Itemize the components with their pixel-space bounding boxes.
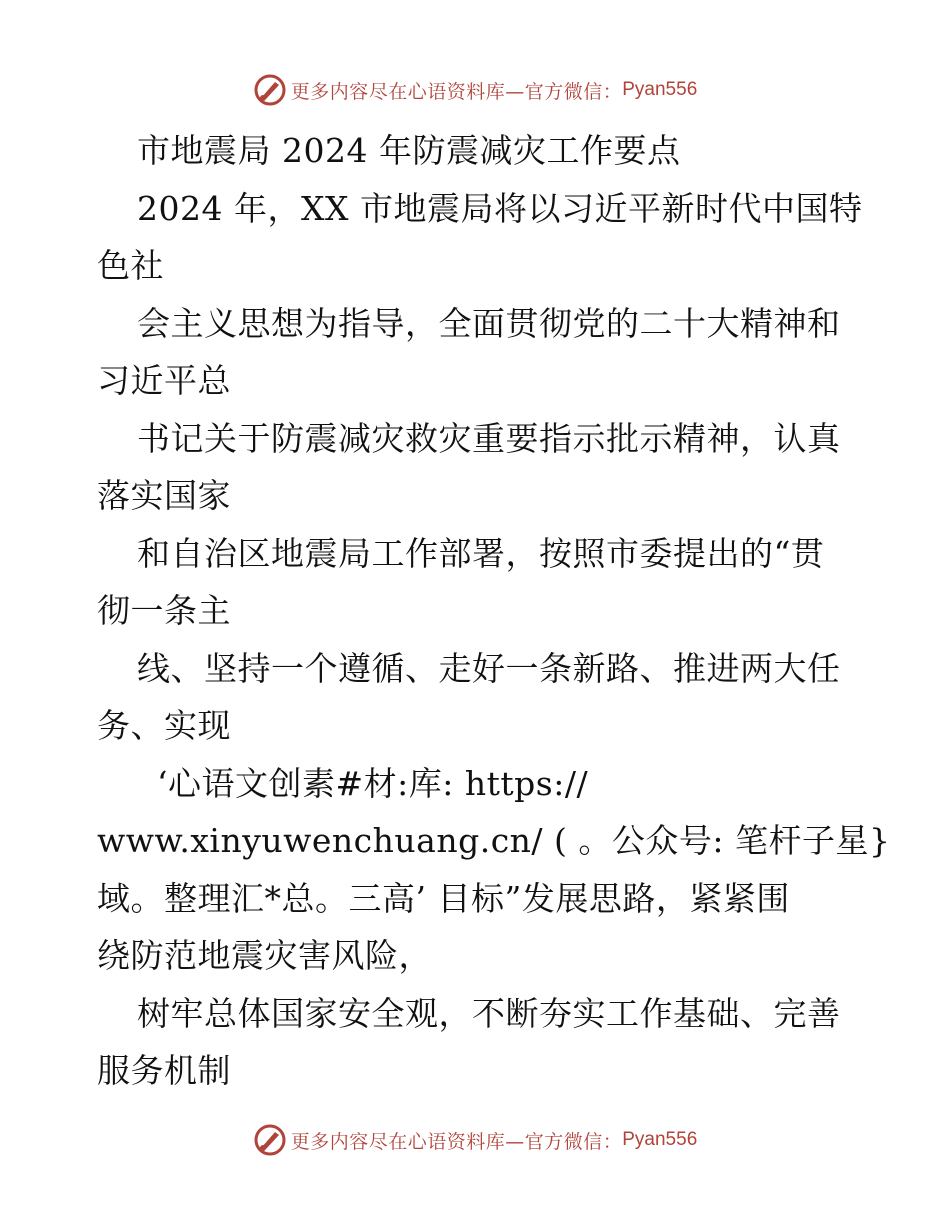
document-line: www.xinyuwenchuang.cn/ ( 。公众号: 笔杆子星} [97,821,891,860]
document-line: 线、坚持一个遵循、走好一条新路、推进两大任 [137,648,841,688]
banner-wechat-id: Pyan556 [622,79,698,100]
document-line: 和自治区地震局工作部署，按照市委提出的“贯 [137,533,825,573]
document-line: 习近平总 [97,361,231,400]
document-line: 服务机制 [97,1051,231,1090]
document-line: 书记关于防震减灾救灾重要指示批示精神，认真 [137,418,841,458]
document-line: 色社 [97,246,164,285]
document-line: 绕防范地震灾害风险， [97,936,432,975]
document-line: 市地震局 2024 年防震减灾工作要点 [137,131,681,170]
banner-wechat-id: Pyan556 [622,1129,698,1150]
document-line: 彻一条主 [97,591,231,630]
header-watermark-banner [0,70,950,110]
document-line: 域。整理汇*总。三高’ 目标”发展思路，紧紧围 [97,878,790,918]
document-line: 2024 年，XX 市地震局将以习近平新时代中国特 [137,188,863,228]
banner-text: 更多内容尽在心语资料库—官方微信： [290,80,623,103]
brush-logo-icon [253,1123,287,1157]
document-line: ‘心语文创素#材:库: https:// [157,763,589,803]
banner-text: 更多内容尽在心语资料库—官方微信： [290,1130,623,1153]
document-line: 落实国家 [97,476,231,515]
document-body [97,122,891,1100]
document-line: 会主义思想为指导，全面贯彻党的二十大精神和 [137,303,841,343]
footer-watermark-banner [0,1120,950,1160]
brush-logo-icon [253,73,287,107]
document-line: 务、实现 [97,706,231,745]
document-line: 树牢总体国家安全观，不断夯实工作基础、完善 [137,993,841,1033]
